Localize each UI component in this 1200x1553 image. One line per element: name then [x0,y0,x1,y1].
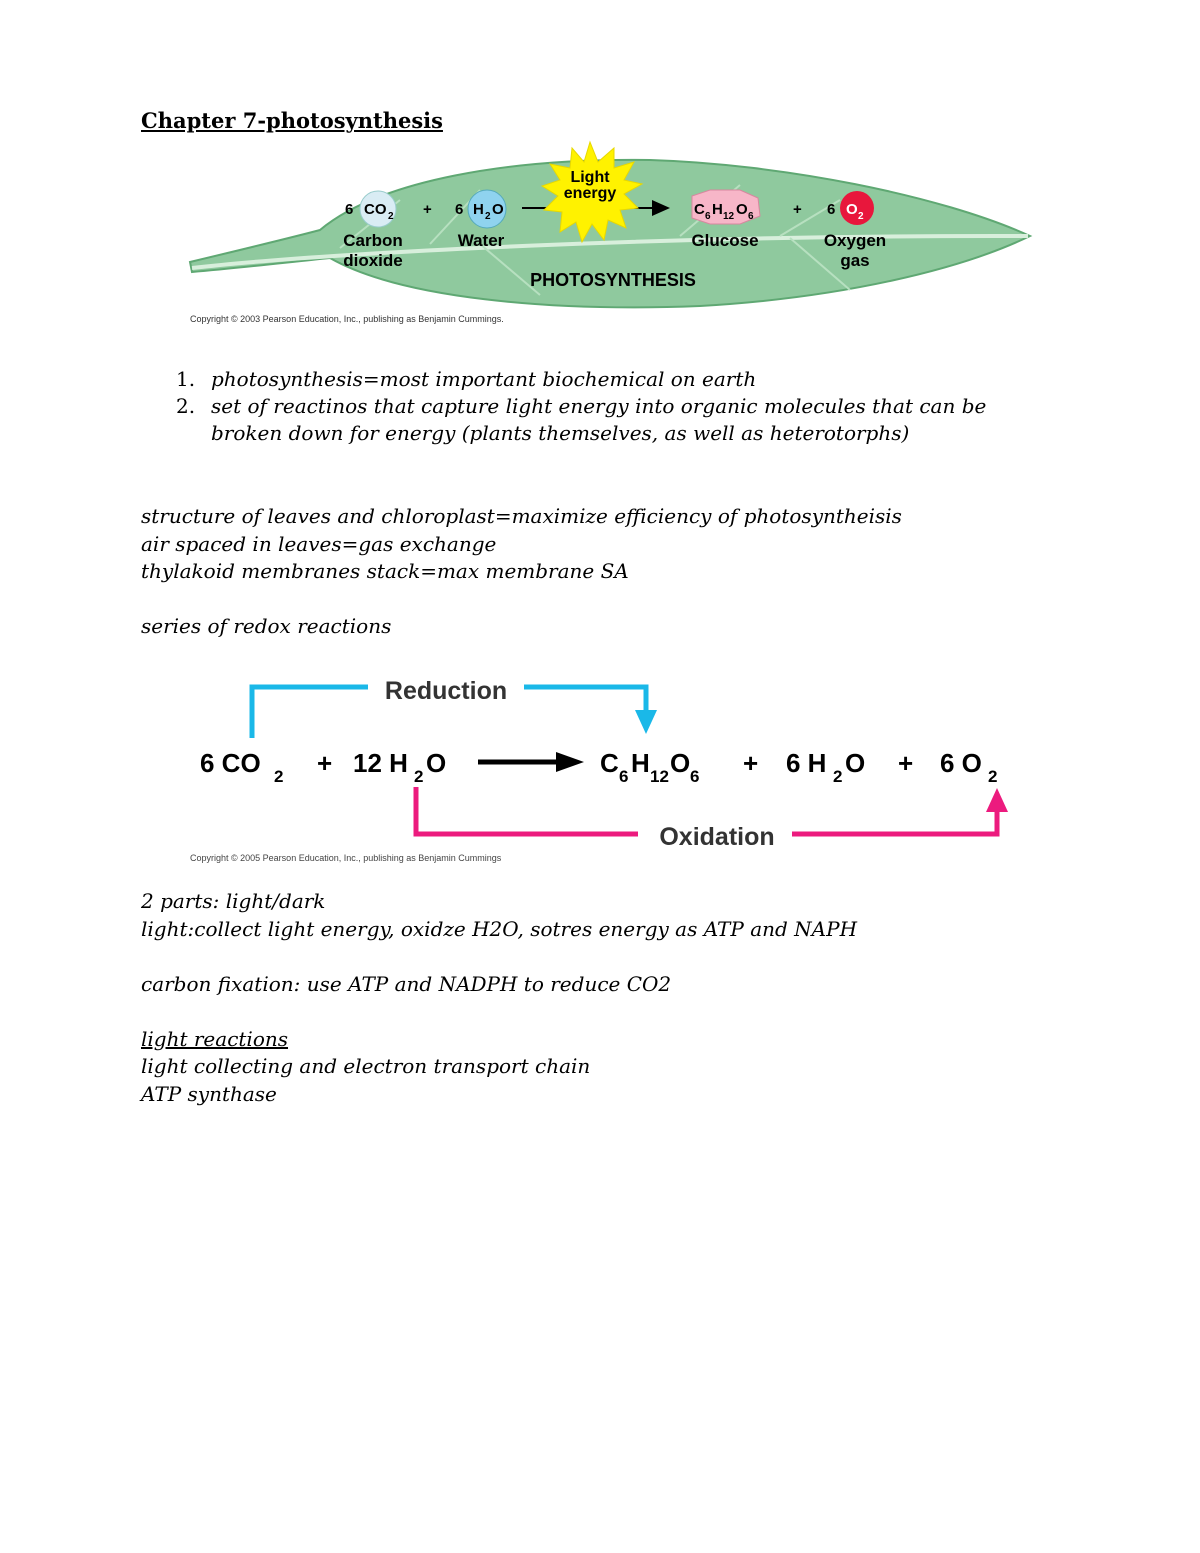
eq-plus-2: + [743,748,759,778]
eq-p1-h: H [631,748,650,778]
note-line: 2 parts: light/dark [141,889,326,913]
glucose-o-sub: 6 [748,211,754,222]
oxidation-arrowhead [986,788,1008,812]
eq-r1-sub: 2 [274,767,284,786]
reduction-arrowhead [635,710,657,734]
glucose-h: H [712,201,723,218]
reduction-label: Reduction [384,677,508,705]
note-line: structure of leaves and chloroplast=maximize efficiency of photosyntheisis [141,504,902,528]
eq-p2-sub: 2 [833,767,843,786]
h2o-o: O [492,201,504,218]
note-line: ATP synthase [141,1082,277,1106]
label-photosynthesis: PHOTOSYNTHESIS [530,270,696,290]
glucose-c-sub: 6 [705,211,711,222]
plus-1: + [423,201,432,218]
co2-formula: CO [364,201,387,218]
eq-r2-sub: 2 [414,767,424,786]
note-line: light:collect light energy, oxidze H2O, sotres energy as ATP and NAPH [141,917,858,941]
label-water: Water [457,231,505,250]
reduction-bracket [252,687,368,738]
page-title: Chapter 7-photosynthesis [141,108,443,133]
note-line: series of redox reactions [141,614,392,638]
note-line: thylakoid membranes stack=max membrane SA [141,559,629,583]
eq-plus-1: + [317,748,333,778]
eq-plus-3: + [898,748,914,778]
label-carbon-1: Carbon [343,231,403,250]
eq-p2-o: O [845,748,866,778]
note-line: air spaced in leaves=gas exchange [141,532,497,556]
light-label-2: energy [563,185,617,202]
h2o-coef: 6 [455,201,464,218]
note-line: light collecting and electron transport chain [141,1054,591,1078]
eq-r2-o: O [426,748,447,778]
numbered-points [141,366,1061,447]
eq-r2: 12 H [353,748,408,778]
eq-p3: 6 O [940,748,982,778]
label-oxygen-2: gas [840,251,870,270]
eq-p3-sub: 2 [988,767,998,786]
eq-p1-c: C [600,748,619,778]
o2-formula: O [846,201,858,218]
light-label-1: Light [570,169,610,186]
o2-coef: 6 [827,201,836,218]
label-oxygen-1: Oxygen [823,231,887,250]
label-glucose: Glucose [691,231,759,250]
eq-p1-c-sub: 6 [619,767,629,786]
note-line: carbon fixation: use ATP and NADPH to reduce CO2 [141,972,672,996]
oxidation-bracket [416,787,638,834]
eq-r1: 6 CO [200,748,261,778]
co2-sub: 2 [388,211,394,222]
glucose-o: O [736,201,748,218]
h2o-sub: 2 [485,211,491,222]
eq-p2: 6 H [786,748,827,778]
figure1-copyright: Copyright © 2003 Pearson Education, Inc., publishing as Benjamin Cummings. [190,314,504,324]
list-item: 1. photosynthesis=most important biochemical on earth [176,367,757,391]
section-heading-light-reactions: light reactions [141,1027,289,1051]
photosynthesis-leaf-figure [180,140,1040,330]
plus-2: + [793,201,802,218]
glucose-h-sub: 12 [723,211,735,222]
co2-coef: 6 [345,201,354,218]
redox-equation-figure [190,672,1020,867]
eq-p1-o-sub: 6 [690,767,700,786]
glucose-c: C [694,201,705,218]
eq-p1-h-sub: 12 [650,767,669,786]
oxidation-label: Oxidation [659,823,775,851]
label-carbon-2: dioxide [343,251,403,270]
figure2-copyright: Copyright © 2005 Pearson Education, Inc., publishing as Benjamin Cummings [190,853,502,863]
h2o-h: H [473,201,484,218]
eq-p1-o: O [670,748,691,778]
list-item: 2. set of reactinos that capture light energy into organic molecules that can be broken down for energy (plants themselves, as well as heterotorphs) [176,394,987,445]
o2-sub: 2 [858,211,864,222]
